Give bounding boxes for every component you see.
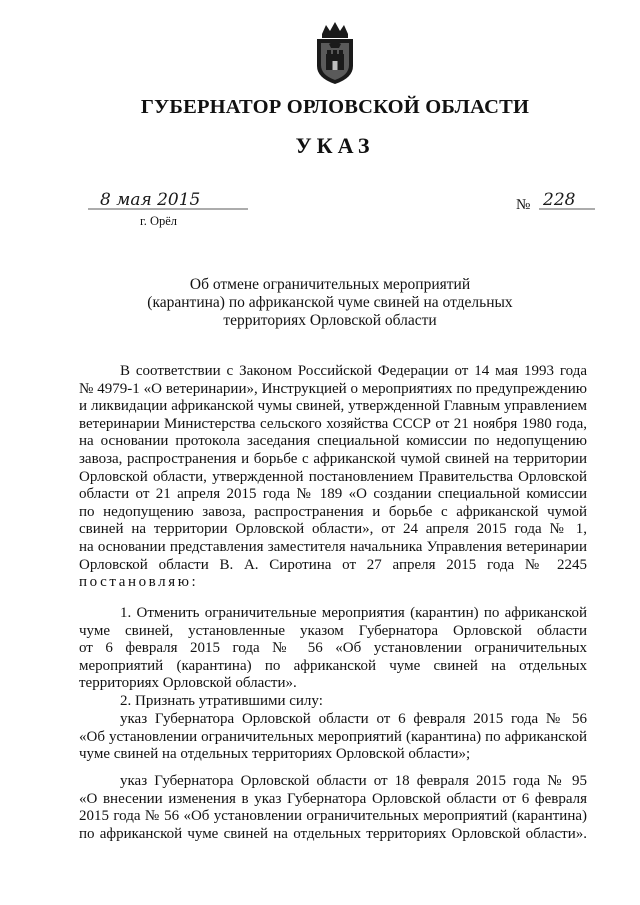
preamble-paragraph bbox=[79, 363, 587, 592]
text-line: указ Губернатора Орловской области от 6 февраля 2015 года № 56 bbox=[120, 711, 587, 727]
title-line: (карантина) по африканской чуме свиней на отдельных bbox=[147, 294, 513, 311]
text-line: свиней на территории Орловской области», от 24 апреля 2015 года № 1, bbox=[79, 521, 587, 538]
text-line: территориях Орловской области». bbox=[79, 675, 297, 692]
handwritten-date-text: 8 мая 2015 bbox=[100, 190, 201, 210]
text-line: 2015 года № 56 «Об установлении ограничительных мероприятий (карантина) bbox=[79, 808, 587, 825]
number-label: № bbox=[516, 197, 531, 213]
text-line: «Об установлении ограничительных мероприятий (карантина) по африканской bbox=[79, 728, 587, 745]
handwritten-number bbox=[537, 190, 597, 214]
text-line: мероприятий (карантина) по африканской чуме свиней на отдельных bbox=[79, 657, 587, 674]
text-line: области от 21 апреля 2015 года № 189 «О создании специальной комиссии bbox=[79, 486, 587, 503]
text-line: от 6 февраля 2015 года № 56 «Об установлении ограничительных bbox=[79, 640, 587, 657]
item-2-sub-1 bbox=[79, 711, 587, 764]
title-line: территориях Орловской области bbox=[223, 312, 437, 329]
text-line: Орловской области, утвержденной постановлением Правительства Орловской bbox=[79, 468, 587, 485]
text-line: по недопущению завоза, распространения и борьбе с африканской чумой bbox=[79, 503, 587, 520]
text-line: 2. Признать утратившими силу: bbox=[120, 693, 323, 709]
text-line: чуме свиней, установленные указом Губернатора Орловской области bbox=[79, 622, 587, 639]
item-2-sub-2 bbox=[79, 773, 587, 843]
text-line: 1. Отменить ограничительные мероприятия (карантин) по африканской bbox=[120, 605, 587, 621]
item-2-heading bbox=[79, 693, 587, 711]
text-line: Орловской области В. А. Сиротина от 27 апреля 2015 года № 2245 bbox=[79, 556, 587, 573]
text-line: на основании представления заместителя начальника Управления ветеринарии bbox=[79, 538, 587, 555]
text-line: по африканской чуме свиней на отдельных территориях Орловской области». bbox=[79, 825, 587, 842]
text-line: на основании протокола заседания специальной комиссии по недопущению bbox=[79, 433, 587, 450]
coat-of-arms-icon bbox=[312, 20, 358, 86]
text-line: и ликвидации африканской чумы свиней, утвержденной Главным управлением bbox=[79, 398, 587, 415]
text-line: завоза, распространения и борьбе с африканской чумой свиней на территории bbox=[79, 450, 587, 467]
city-label: г. Орёл bbox=[140, 214, 178, 228]
handwritten-date bbox=[86, 190, 250, 214]
title-line: Об отмене ограничительных мероприятий bbox=[189, 276, 471, 293]
text-line: № 4979-1 «О ветеринарии», Инструкцией о мероприятиях по предупреждению bbox=[79, 380, 587, 397]
text-line: «О внесении изменения в указ Губернатора Орловской области от 6 февраля bbox=[79, 790, 587, 807]
text-line: ветеринарии Министерства сельского хозяйства СССР от 21 ноября 1980 года, bbox=[79, 415, 587, 432]
handwritten-number-text: 228 bbox=[543, 190, 576, 210]
resolve-word: постановляю: bbox=[79, 574, 199, 591]
text-line: чуме свиней на отдельных территориях Орловской области»; bbox=[79, 746, 471, 763]
text-line: В соответствии с Законом Российской Федерации от 14 мая 1993 года bbox=[120, 363, 587, 379]
decree-type-heading: УКАЗ bbox=[295, 133, 375, 158]
governor-title: ГУБЕРНАТОР ОРЛОВСКОЙ ОБЛАСТИ bbox=[140, 96, 530, 118]
item-1-paragraph bbox=[79, 605, 587, 693]
text-line: указ Губернатора Орловской области от 18 февраля 2015 года № 95 bbox=[120, 773, 587, 789]
decree-title bbox=[120, 276, 540, 330]
